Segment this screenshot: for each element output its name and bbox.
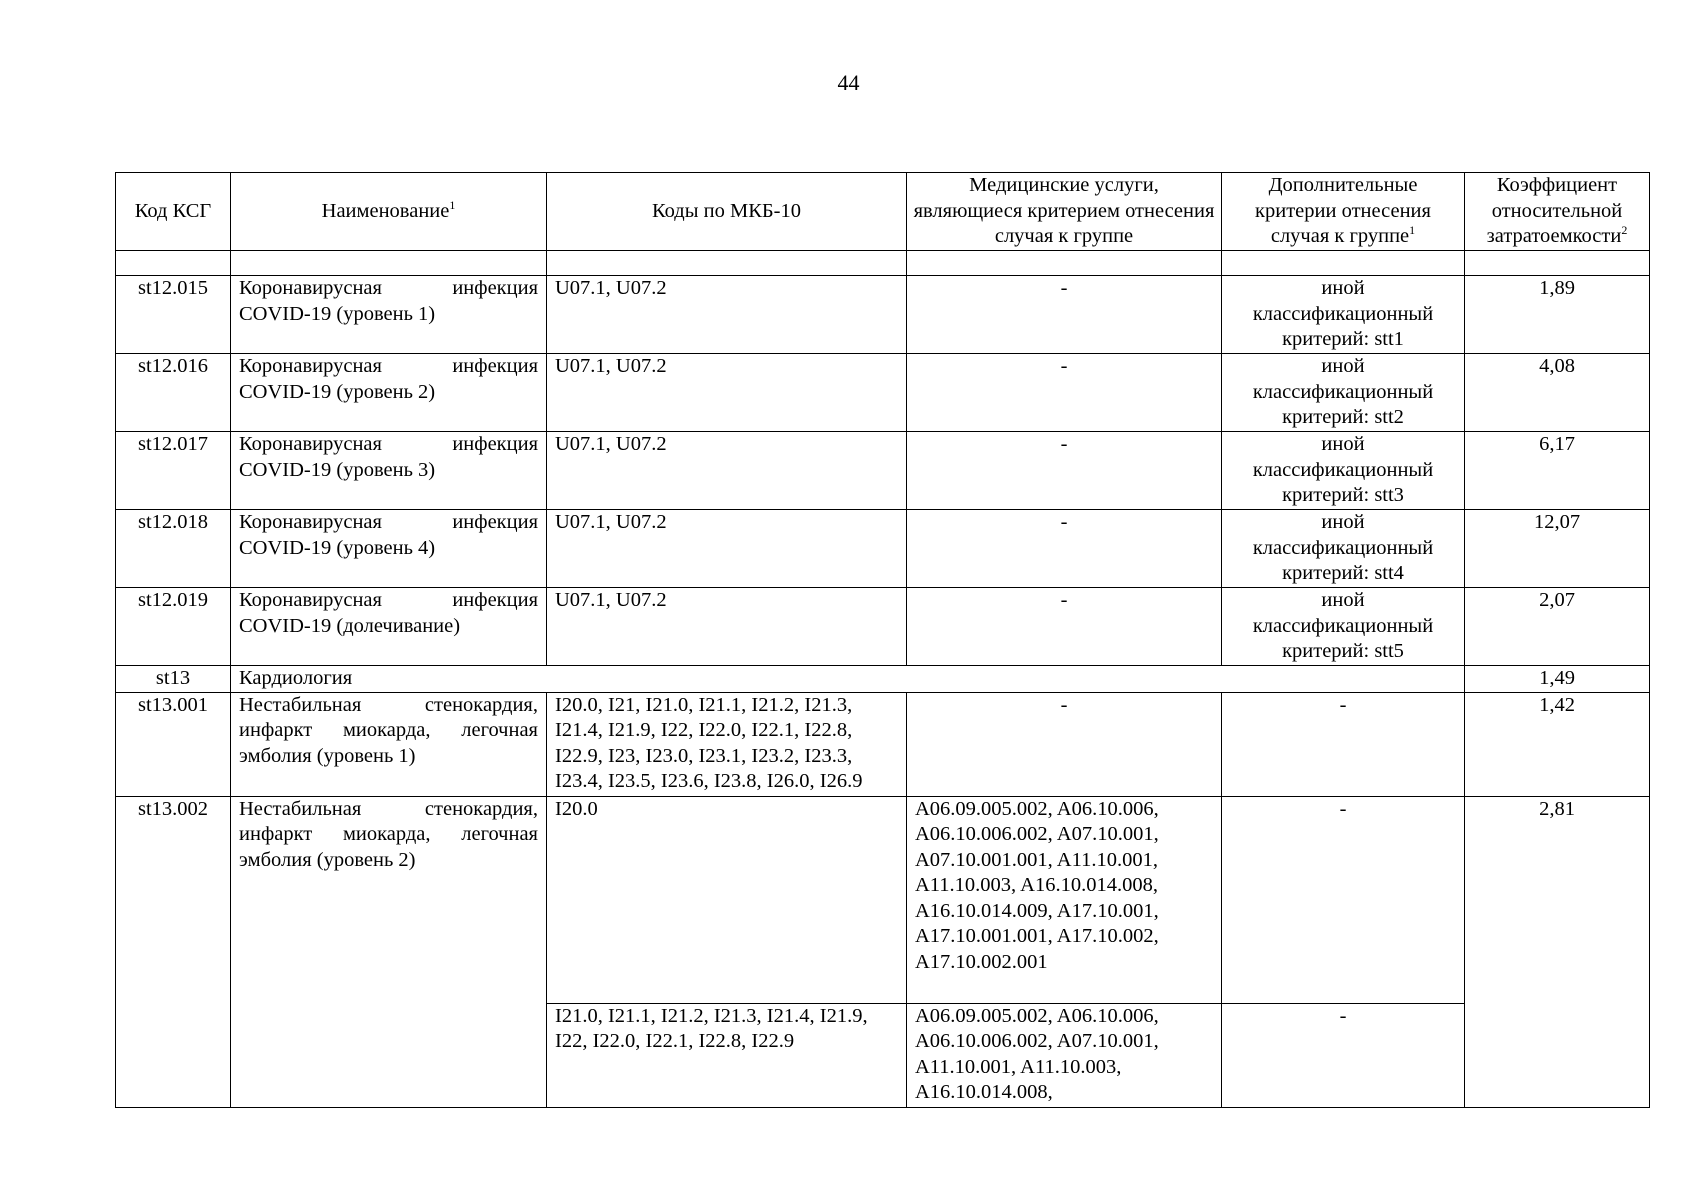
cell-extra: иной классификационный критерий: stt2 bbox=[1222, 354, 1465, 432]
cell-coef: 1,89 bbox=[1465, 276, 1650, 354]
cell-code: st13.002 bbox=[116, 796, 231, 1107]
cell-coef: 2,81 bbox=[1465, 796, 1650, 1107]
table-row bbox=[116, 692, 1650, 796]
table-header-row bbox=[116, 173, 1650, 251]
section-row bbox=[116, 666, 1650, 693]
cell-mkb: U07.1, U07.2 bbox=[547, 276, 907, 354]
header-name: Наименование$^1$ bbox=[231, 173, 547, 251]
cell-code: st12.016 bbox=[116, 354, 231, 432]
cell-mkb: U07.1, U07.2 bbox=[547, 510, 907, 588]
cell-extra: - bbox=[1222, 692, 1465, 796]
cell-extra: - bbox=[1222, 796, 1465, 1003]
cell-mkb: U07.1, U07.2 bbox=[547, 588, 907, 666]
cell-mkb: U07.1, U07.2 bbox=[547, 354, 907, 432]
table-row bbox=[116, 588, 1650, 666]
cell-code: st13.001 bbox=[116, 692, 231, 796]
cell-coef: 4,08 bbox=[1465, 354, 1650, 432]
table-row bbox=[116, 796, 1650, 1003]
table-row bbox=[116, 354, 1650, 432]
ksg-table bbox=[115, 172, 1650, 1108]
cell-name: Коронавирусная инфекция COVID-19 (уровень 3) bbox=[231, 432, 547, 510]
cell-services: - bbox=[907, 432, 1222, 510]
cell-services: A06.09.005.002, A06.10.006, A06.10.006.002, A07.10.001, A07.10.001.001, A11.10.001, A11.10.003, A16.10.014.008, A16.10.014.009, A17.10.001, A17.10.001.001, A17.10.002, A17.10.002.001 bbox=[907, 796, 1222, 1003]
cell-services: A06.09.005.002, A06.10.006, A06.10.006.002, A07.10.001, A11.10.001, A11.10.003, A16.10.014.008, bbox=[907, 1003, 1222, 1107]
cell-name: Коронавирусная инфекция COVID-19 (уровень 1) bbox=[231, 276, 547, 354]
cell-code: st12.018 bbox=[116, 510, 231, 588]
cell-name: Нестабильная стенокардия, инфаркт миокарда, легочная эмболия (уровень 1) bbox=[231, 692, 547, 796]
header-mkb: Коды по МКБ-10 bbox=[547, 173, 907, 251]
section-coef: 1,49 bbox=[1465, 666, 1650, 693]
header-code: Код КСГ bbox=[116, 173, 231, 251]
cell-services: - bbox=[907, 276, 1222, 354]
cell-extra: иной классификационный критерий: stt3 bbox=[1222, 432, 1465, 510]
cell-name: Коронавирусная инфекция COVID-19 (уровень 2) bbox=[231, 354, 547, 432]
cell-mkb: I20.0 bbox=[547, 796, 907, 1003]
cell-name: Нестабильная стенокардия, инфаркт миокарда, легочная эмболия (уровень 2) bbox=[231, 796, 547, 1107]
cell-coef: 2,07 bbox=[1465, 588, 1650, 666]
cell-coef: 1,42 bbox=[1465, 692, 1650, 796]
section-code: st13 bbox=[116, 666, 231, 693]
header-extra: Дополнительные критерии отнесения случая к группе$^1$ bbox=[1222, 173, 1465, 251]
cell-extra: иной классификационный критерий: stt5 bbox=[1222, 588, 1465, 666]
cell-mkb: I20.0, I21, I21.0, I21.1, I21.2, I21.3, I21.4, I21.9, I22, I22.0, I22.1, I22.8, I22.9, I23, I23.0, I23.1, I23.2, I23.3, I23.4, I23.5, I23.6, I23.8, I26.0, I26.9 bbox=[547, 692, 907, 796]
header-services: Медицинские услуги, являющиеся критерием отнесения случая к группе bbox=[907, 173, 1222, 251]
table-row bbox=[116, 276, 1650, 354]
cell-name: Коронавирусная инфекция COVID-19 (уровень 4) bbox=[231, 510, 547, 588]
cell-code: st12.015 bbox=[116, 276, 231, 354]
cell-extra: - bbox=[1222, 1003, 1465, 1107]
table-row bbox=[116, 510, 1650, 588]
cell-name: Коронавирусная инфекция COVID-19 (долечивание) bbox=[231, 588, 547, 666]
page-number: 44 bbox=[837, 70, 860, 95]
cell-mkb: U07.1, U07.2 bbox=[547, 432, 907, 510]
cell-mkb: I21.0, I21.1, I21.2, I21.3, I21.4, I21.9, I22, I22.0, I22.1, I22.8, I22.9 bbox=[547, 1003, 907, 1107]
cell-services: - bbox=[907, 588, 1222, 666]
spacer-row bbox=[116, 251, 1650, 276]
cell-coef: 12,07 bbox=[1465, 510, 1650, 588]
cell-services: - bbox=[907, 510, 1222, 588]
header-coef: Коэффициент относительной затратоемкости$^2$ bbox=[1465, 173, 1650, 251]
table-row bbox=[116, 432, 1650, 510]
cell-extra: иной классификационный критерий: stt4 bbox=[1222, 510, 1465, 588]
cell-coef: 6,17 bbox=[1465, 432, 1650, 510]
cell-code: st12.019 bbox=[116, 588, 231, 666]
cell-extra: иной классификационный критерий: stt1 bbox=[1222, 276, 1465, 354]
cell-code: st12.017 bbox=[116, 432, 231, 510]
cell-services: - bbox=[907, 692, 1222, 796]
cell-services: - bbox=[907, 354, 1222, 432]
section-name: Кардиология bbox=[231, 666, 1465, 693]
